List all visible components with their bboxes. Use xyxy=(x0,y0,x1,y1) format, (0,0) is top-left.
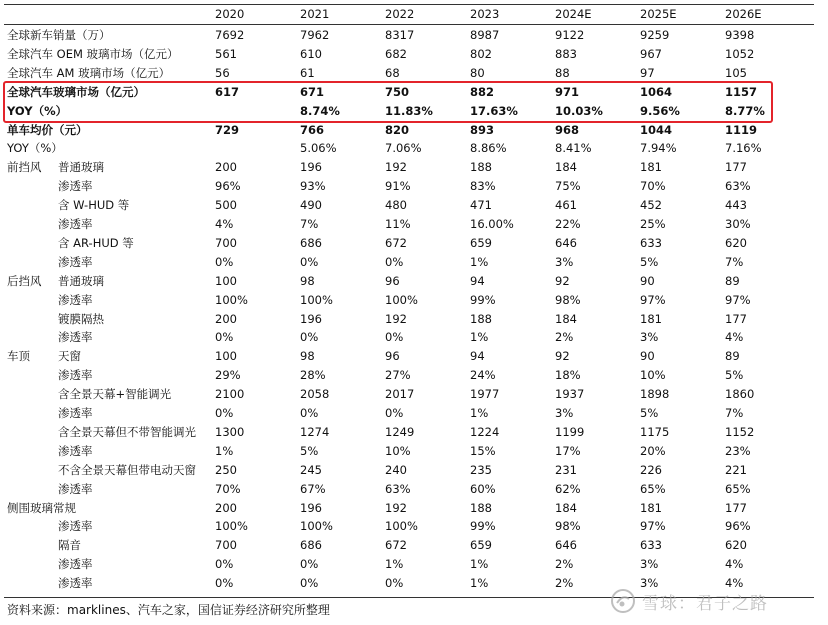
table-cell: 1937 xyxy=(555,387,585,402)
table-cell: 63% xyxy=(385,481,411,496)
table-cell: 94 xyxy=(470,273,485,288)
row-label: YOY（%） xyxy=(7,141,63,156)
table-cell: 11% xyxy=(385,217,411,231)
table-cell: 620 xyxy=(725,235,747,250)
table-cell: 88 xyxy=(555,65,570,80)
row-sublabel: 渗透率 xyxy=(58,406,93,420)
table-cell: 480 xyxy=(385,198,407,213)
table-cell: 70% xyxy=(215,481,241,496)
table-cell: 2058 xyxy=(300,387,330,402)
row-label: 全球汽车 AM 玻璃市场（亿元） xyxy=(7,65,171,80)
table-cell: 100 xyxy=(215,349,237,364)
table-cell: 65% xyxy=(725,481,751,496)
table-cell: 177 xyxy=(725,500,747,515)
row-label: YOY（%） xyxy=(7,103,68,118)
table-cell: 17.63% xyxy=(470,103,518,118)
table-cell: 10% xyxy=(385,443,411,458)
table-cell: 686 xyxy=(300,538,322,553)
table-cell: 89 xyxy=(725,349,740,364)
table-cell: 443 xyxy=(725,198,747,213)
table-cell: 4% xyxy=(725,576,744,591)
table-row xyxy=(0,177,828,196)
table-row xyxy=(0,215,828,234)
table-cell: 2% xyxy=(555,557,574,572)
table-cell: 105 xyxy=(725,65,747,80)
row-label: 侧围玻璃常规 xyxy=(7,500,76,515)
row-sublabel: 不含全景天幕但带电动天窗 xyxy=(58,462,196,477)
table-row xyxy=(0,26,828,45)
table-row xyxy=(0,158,828,177)
table-cell: 98 xyxy=(300,349,315,364)
table-cell: 971 xyxy=(555,84,580,99)
table-cell: 98% xyxy=(555,519,581,534)
table-row xyxy=(0,480,828,499)
table-cell: 245 xyxy=(300,462,322,477)
col-header: 2026E xyxy=(725,7,762,21)
table-row xyxy=(0,196,828,215)
header-row xyxy=(0,5,828,24)
table-cell: 0% xyxy=(385,406,404,420)
table-cell: 67% xyxy=(300,481,326,496)
row-sublabel: 渗透率 xyxy=(58,179,93,194)
table-cell: 9259 xyxy=(640,28,670,42)
table-cell: 2100 xyxy=(215,387,245,402)
table-cell: 610 xyxy=(300,46,322,61)
table-row xyxy=(0,347,828,366)
table-cell: 80 xyxy=(470,65,485,80)
table-cell: 181 xyxy=(640,160,662,175)
table-row xyxy=(0,404,828,423)
table-row xyxy=(0,139,828,158)
table-cell: 452 xyxy=(640,198,662,213)
table-cell: 96 xyxy=(385,273,400,288)
table-cell: 4% xyxy=(215,217,234,231)
table-cell: 29% xyxy=(215,368,241,383)
table-cell: 200 xyxy=(215,160,237,175)
row-sublabel: 渗透率 xyxy=(58,254,93,269)
table-cell: 181 xyxy=(640,311,662,326)
table-cell: 1274 xyxy=(300,424,330,439)
table-cell: 68 xyxy=(385,65,400,80)
table-row xyxy=(0,536,828,555)
table-row xyxy=(0,64,828,83)
table-cell: 0% xyxy=(300,254,319,269)
col-header: 2021 xyxy=(300,7,330,21)
table-cell: 96% xyxy=(215,179,241,194)
row-label: 全球汽车玻璃市场（亿元） xyxy=(7,84,145,99)
table-row xyxy=(0,291,828,310)
table-cell: 7692 xyxy=(215,28,245,42)
table-cell: 0% xyxy=(215,330,234,345)
table-cell: 0% xyxy=(215,557,234,572)
table-row xyxy=(0,366,828,385)
table-cell: 672 xyxy=(385,235,407,250)
table-cell: 8.77% xyxy=(725,103,765,118)
row-label: 后挡风 xyxy=(7,273,42,288)
table-cell: 25% xyxy=(640,217,666,231)
table-cell: 100% xyxy=(215,519,248,534)
table-cell: 10% xyxy=(640,368,666,383)
table-cell: 184 xyxy=(555,500,577,515)
table-cell: 63% xyxy=(725,179,751,194)
table-cell: 7% xyxy=(725,254,744,269)
table-cell: 5.06% xyxy=(300,141,337,156)
col-header: 2020 xyxy=(215,7,245,21)
table-cell: 802 xyxy=(470,46,492,61)
table-cell: 97% xyxy=(640,292,666,307)
table-cell: 11.83% xyxy=(385,103,433,118)
table-cell: 7.94% xyxy=(640,141,677,156)
table-cell: 9122 xyxy=(555,28,585,42)
table-cell: 1300 xyxy=(215,424,245,439)
table-cell: 94 xyxy=(470,349,485,364)
table-cell: 750 xyxy=(385,84,410,99)
table-cell: 177 xyxy=(725,160,747,175)
table-row xyxy=(0,555,828,574)
table-cell: 221 xyxy=(725,462,747,477)
table-cell: 0% xyxy=(300,576,319,591)
table-cell: 1044 xyxy=(640,122,673,137)
table-cell: 100 xyxy=(215,273,237,288)
table-cell: 1157 xyxy=(725,84,758,99)
table-cell: 7.06% xyxy=(385,141,422,156)
table-cell: 83% xyxy=(470,179,496,194)
table-row xyxy=(0,385,828,404)
table-cell: 0% xyxy=(300,557,319,572)
table-cell: 188 xyxy=(470,311,492,326)
table-cell: 27% xyxy=(385,368,411,383)
table-cell: 561 xyxy=(215,46,237,61)
table-cell: 729 xyxy=(215,122,240,137)
table-cell: 9398 xyxy=(725,28,755,42)
table-cell: 5% xyxy=(640,254,659,269)
table-cell: 4% xyxy=(725,330,744,345)
table-cell: 4% xyxy=(725,557,744,572)
table-cell: 7% xyxy=(725,406,744,420)
row-label: 全球新车销量（万） xyxy=(7,28,111,42)
table-cell: 7.16% xyxy=(725,141,762,156)
table-cell: 98% xyxy=(555,292,581,307)
table-cell: 91% xyxy=(385,179,411,194)
table-cell: 20% xyxy=(640,443,666,458)
table-cell: 0% xyxy=(385,330,404,345)
row-sublabel: 渗透率 xyxy=(58,292,93,307)
table-cell: 5% xyxy=(725,368,744,383)
table-cell: 92 xyxy=(555,273,570,288)
table-cell: 97% xyxy=(640,519,666,534)
table-cell: 100% xyxy=(300,292,333,307)
table-cell: 820 xyxy=(385,122,410,137)
row-sublabel: 含 AR-HUD 等 xyxy=(58,235,134,250)
table-cell: 1199 xyxy=(555,424,585,439)
table-cell: 968 xyxy=(555,122,580,137)
table-cell: 97% xyxy=(725,292,751,307)
table-cell: 92 xyxy=(555,349,570,364)
table-cell: 686 xyxy=(300,235,322,250)
row-sublabel: 渗透率 xyxy=(58,557,93,572)
table-cell: 766 xyxy=(300,122,325,137)
table-cell: 633 xyxy=(640,538,662,553)
table-cell: 100% xyxy=(215,292,248,307)
table-cell: 62% xyxy=(555,481,581,496)
table-cell: 646 xyxy=(555,538,577,553)
table-cell: 99% xyxy=(470,292,496,307)
table-cell: 682 xyxy=(385,46,407,61)
table-cell: 24% xyxy=(470,368,496,383)
table-row xyxy=(0,499,828,518)
table-cell: 100% xyxy=(300,519,333,534)
row-sublabel: 隔音 xyxy=(58,538,81,553)
table-cell: 0% xyxy=(215,254,234,269)
highlight-box xyxy=(3,81,773,123)
table-cell: 250 xyxy=(215,462,237,477)
table-cell: 184 xyxy=(555,311,577,326)
table-cell: 3% xyxy=(640,576,659,591)
table-cell: 490 xyxy=(300,198,322,213)
col-header: 2022 xyxy=(385,7,415,21)
row-label: 车顶 xyxy=(7,349,30,364)
table-cell: 1% xyxy=(470,557,489,572)
table-cell: 500 xyxy=(215,198,237,213)
table-cell: 61 xyxy=(300,65,315,80)
table-cell: 100% xyxy=(385,292,418,307)
table-cell: 633 xyxy=(640,235,662,250)
table-cell: 3% xyxy=(555,406,574,420)
table-cell: 1% xyxy=(385,557,404,572)
row-label: 前挡风 xyxy=(7,160,42,175)
watermark-text: 雪球：君子之路 xyxy=(642,593,768,614)
table-row xyxy=(0,272,828,291)
table-cell: 98 xyxy=(300,273,315,288)
table-cell: 75% xyxy=(555,179,581,194)
col-header: 2024E xyxy=(555,7,592,21)
table-cell: 226 xyxy=(640,462,662,477)
table-cell: 0% xyxy=(385,254,404,269)
table-cell: 90 xyxy=(640,349,655,364)
table-cell: 9.56% xyxy=(640,103,680,118)
table-cell: 0% xyxy=(215,406,234,420)
table-cell: 96 xyxy=(385,349,400,364)
table-cell: 235 xyxy=(470,462,492,477)
table-cell: 8987 xyxy=(470,28,500,42)
source-footnote: 资料来源：marklines、汽车之家，国信证券经济研究所整理 xyxy=(7,603,330,617)
table-cell: 96% xyxy=(725,519,751,534)
table-cell: 22% xyxy=(555,217,581,231)
table-cell: 1% xyxy=(215,443,234,458)
table-row xyxy=(0,121,828,140)
table-cell: 181 xyxy=(640,500,662,515)
table-cell: 1% xyxy=(470,330,489,345)
table-cell: 1860 xyxy=(725,387,755,402)
table-cell: 0% xyxy=(300,406,319,420)
table-cell: 10.03% xyxy=(555,103,603,118)
row-sublabel: 渗透率 xyxy=(58,519,93,534)
table-row xyxy=(0,234,828,253)
table-cell: 0% xyxy=(385,576,404,591)
table-cell: 659 xyxy=(470,538,492,553)
table-cell: 1% xyxy=(470,406,489,420)
table-cell: 7% xyxy=(300,217,319,231)
table-cell: 1152 xyxy=(725,424,755,439)
row-sublabel: 渗透率 xyxy=(58,576,93,591)
table-cell: 196 xyxy=(300,160,322,175)
table-cell: 15% xyxy=(470,443,496,458)
table-cell: 882 xyxy=(470,84,495,99)
table-row xyxy=(0,517,828,536)
row-sublabel: 含全景天幕+智能调光 xyxy=(58,387,172,402)
table-cell: 90 xyxy=(640,273,655,288)
table-cell: 8317 xyxy=(385,28,415,42)
table-cell: 99% xyxy=(470,519,496,534)
table-cell: 461 xyxy=(555,198,577,213)
table-cell: 89 xyxy=(725,273,740,288)
table-row xyxy=(0,45,828,64)
table-cell: 16.00% xyxy=(470,217,514,231)
table-cell: 617 xyxy=(215,84,240,99)
table-cell: 1% xyxy=(470,254,489,269)
row-sublabel: 普通玻璃 xyxy=(58,273,104,288)
table-cell: 5% xyxy=(640,406,659,420)
row-label: 单车均价（元） xyxy=(7,122,88,137)
table-cell: 192 xyxy=(385,160,407,175)
table-cell: 8.74% xyxy=(300,103,340,118)
table-cell: 231 xyxy=(555,462,577,477)
table-cell: 240 xyxy=(385,462,407,477)
table-cell: 646 xyxy=(555,235,577,250)
table-cell: 1898 xyxy=(640,387,670,402)
table-cell: 70% xyxy=(640,179,666,194)
table-row xyxy=(0,253,828,272)
table-cell: 1% xyxy=(470,576,489,591)
watermark xyxy=(610,587,768,615)
table-cell: 1119 xyxy=(725,122,758,137)
table-cell: 97 xyxy=(640,65,655,80)
row-label: 全球汽车 OEM 玻璃市场（亿元） xyxy=(7,46,179,61)
table-cell: 200 xyxy=(215,500,237,515)
row-sublabel: 渗透率 xyxy=(58,443,93,458)
table-cell: 1224 xyxy=(470,424,500,439)
snowball-logo-icon xyxy=(610,588,636,614)
table-cell: 8.86% xyxy=(470,141,507,156)
table-row xyxy=(0,423,828,442)
table-cell: 2% xyxy=(555,330,574,345)
table-cell: 1977 xyxy=(470,387,500,402)
table-cell: 0% xyxy=(300,330,319,345)
table-cell: 192 xyxy=(385,500,407,515)
table-cell: 188 xyxy=(470,500,492,515)
table-cell: 893 xyxy=(470,122,495,137)
table-cell: 1175 xyxy=(640,424,670,439)
header-rule xyxy=(4,24,814,25)
table-cell: 28% xyxy=(300,368,326,383)
table-cell: 1064 xyxy=(640,84,673,99)
table-cell: 200 xyxy=(215,311,237,326)
row-sublabel: 镀膜隔热 xyxy=(58,311,104,326)
table-cell: 93% xyxy=(300,179,326,194)
table-cell: 100% xyxy=(385,519,418,534)
table-cell: 659 xyxy=(470,235,492,250)
table-row xyxy=(0,461,828,480)
col-header: 2025E xyxy=(640,7,677,21)
table-cell: 700 xyxy=(215,235,237,250)
col-header: 2023 xyxy=(470,7,500,21)
table-cell: 883 xyxy=(555,46,577,61)
row-sublabel: 渗透率 xyxy=(58,368,93,383)
table-cell: 188 xyxy=(470,160,492,175)
table-row xyxy=(0,310,828,329)
table-cell: 471 xyxy=(470,198,492,213)
table-cell: 196 xyxy=(300,311,322,326)
table-cell: 3% xyxy=(555,254,574,269)
table-cell: 56 xyxy=(215,65,230,80)
table-cell: 0% xyxy=(215,576,234,591)
table-cell: 967 xyxy=(640,46,662,61)
table-cell: 2% xyxy=(555,576,574,591)
table-cell: 672 xyxy=(385,538,407,553)
table-cell: 2017 xyxy=(385,387,415,402)
row-sublabel: 天窗 xyxy=(58,349,81,364)
table-cell: 23% xyxy=(725,443,751,458)
table-cell: 17% xyxy=(555,443,581,458)
row-sublabel: 普通玻璃 xyxy=(58,160,104,175)
table-cell: 3% xyxy=(640,330,659,345)
table-cell: 620 xyxy=(725,538,747,553)
table-cell: 177 xyxy=(725,311,747,326)
table-cell: 196 xyxy=(300,500,322,515)
table-cell: 30% xyxy=(725,217,751,231)
table-cell: 3% xyxy=(640,557,659,572)
table-row xyxy=(0,328,828,347)
row-sublabel: 渗透率 xyxy=(58,217,93,231)
table-cell: 671 xyxy=(300,84,325,99)
table-cell: 700 xyxy=(215,538,237,553)
table-cell: 1249 xyxy=(385,424,415,439)
table-cell: 1052 xyxy=(725,46,755,61)
row-sublabel: 渗透率 xyxy=(58,330,93,345)
row-sublabel: 渗透率 xyxy=(58,481,93,496)
table-cell: 60% xyxy=(470,481,496,496)
row-sublabel: 含 W-HUD 等 xyxy=(58,198,130,213)
table-cell: 184 xyxy=(555,160,577,175)
table-cell: 65% xyxy=(640,481,666,496)
row-sublabel: 含全景天幕但不带智能调光 xyxy=(58,424,196,439)
table-cell: 8.41% xyxy=(555,141,592,156)
table-row xyxy=(0,442,828,461)
table-cell: 18% xyxy=(555,368,581,383)
table-cell: 7962 xyxy=(300,28,330,42)
table-cell: 5% xyxy=(300,443,319,458)
table-cell: 192 xyxy=(385,311,407,326)
